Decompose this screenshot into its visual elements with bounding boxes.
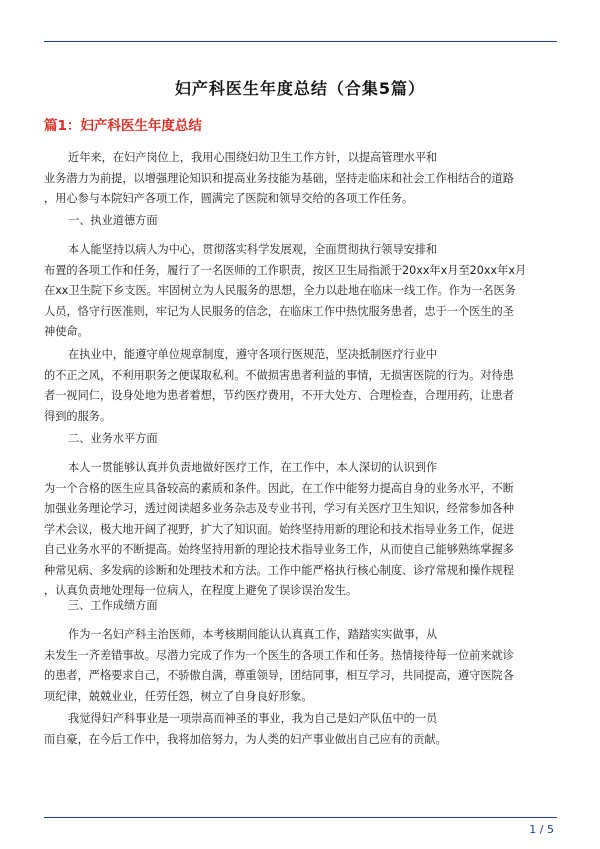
paragraph-line: 业务潜力为前提，以增强理论知识和提高业务技能为基础，坚持走临床和社会工作相结合的道路 — [44, 171, 514, 185]
paragraph-line: 人员，恪守行医准则，牢记为人民服务的信念，在临床工作中热忱服务患者，忠于一个医生的圣 — [44, 304, 514, 318]
paragraph-line: ，用心参与本院妇产各项工作，圆满完了医院和领导交给的各项工作任务。 — [44, 192, 414, 205]
subheading-ethics — [44, 211, 560, 232]
paragraph-line: 自己业务水平的不断提高。始终坚持用新的理论技术指导业务工作，从而使自己能够熟练掌握多 — [44, 543, 514, 556]
paragraph-line: 的患者，严格要求自己，不骄傲自满，尊重领导，团结同事，相互学习，共同提高，遵守医院各 — [44, 669, 514, 682]
paragraph-line: 加强业务理论学习，透过阅读超多业务杂志及专业书刊，学习有关医疗卫生知识，经常参加各种 — [44, 502, 514, 515]
paragraph-ethics-2 — [44, 345, 560, 427]
footer-rule — [44, 817, 557, 818]
paragraph-skills — [44, 458, 560, 602]
subheading: 二、业务水平方面 — [68, 432, 158, 445]
paragraph-line: 在执业中，能遵守单位规章制度，遵守各项行医规范，坚决抵制医疗行业中 — [68, 348, 438, 361]
paragraph-line: 者一视同仁，设身处地为患者着想，节约医疗费用，不开大处方、合理检查，合理用药，让患者 — [44, 389, 514, 402]
subheading: 三、工作成绩方面 — [68, 599, 158, 612]
paragraph-line: 作为一名妇产科主治医师，本考核期间能认认真真工作，踏踏实实做事，从 — [68, 628, 438, 641]
paragraph-line: 在xx卫生院下乡支医。牢固树立为人民服务的思想，全力以赴地在临床一线工作。作为一名医务 — [44, 284, 516, 297]
subheading-results — [44, 596, 560, 617]
paragraph-line: 项纪律，兢兢业业，任劳任怨，树立了自身良好形象。 — [44, 689, 313, 703]
paragraph-line: 本人能坚持以病人为中心，贯彻落实科学发展观，全面贯彻执行领导安排和 — [68, 243, 438, 256]
page-number: 1 / 5 — [529, 823, 554, 836]
document-title: 妇产科医生年度总结（合集5篇） — [174, 79, 426, 98]
paragraph-results — [44, 625, 560, 707]
paragraph-line: 而自豪，在今后工作中，我将加倍努力，为人类的妇产事业做出自己应有的贡献。 — [44, 732, 447, 746]
section-heading: 篇1：妇产科医生年度总结 — [44, 118, 202, 134]
subheading-skills — [44, 429, 560, 450]
paragraph-line: 学术会议，极大地开阔了视野，扩大了知识面。始终坚持用新的理论和技术指导业务工作，促进 — [44, 522, 514, 536]
paragraph-line: 神使命。 — [44, 325, 89, 338]
paragraph-line: 我觉得妇产科事业是一项崇高而神圣的事业，我为自己是妇产队伍中的一员 — [68, 712, 438, 725]
subheading: 一、执业道德方面 — [68, 214, 158, 227]
paragraph-line: 的不正之风，不利用职务之便谋取私利。不做损害患者利益的事情，无损害医院的行为。对待患 — [44, 368, 514, 382]
paragraph-closing — [44, 709, 560, 750]
paragraph-line: 布置的各项工作和任务，履行了一名医师的工作职责，按区卫生局指派于20xx年x月至20xx年x月 — [44, 263, 527, 277]
paragraph-line: 为一个合格的医生应具备较高的素质和条件。因此，在工作中能努力提高自身的业务水平，不断 — [44, 481, 514, 495]
paragraph-line: ，认真负责地处理每一位病人，在程度上避免了误诊误治发生。 — [44, 584, 358, 597]
paragraph-line: 未发生一齐差错事故。尽潜力完成了作为一个医生的各项工作和任务。热情接待每一位前来就诊 — [44, 648, 514, 662]
paragraph-ethics-1 — [44, 240, 560, 343]
paragraph-line: 本人一贯能够认真并负责地做好医疗工作，在工作中，本人深切的认识到作 — [68, 461, 438, 474]
header-rule — [44, 41, 557, 42]
paragraph-line: 种常见病、多发病的诊断和处理技术和方法。工作中能严格执行核心制度、诊疗常规和操作规程 — [44, 563, 514, 577]
paragraph-line: 近年来，在妇产岗位上，我用心围绕妇幼卫生工作方针，以提高管理水平和 — [68, 151, 438, 164]
paragraph-intro — [44, 148, 560, 210]
paragraph-line: 得到的服务。 — [44, 409, 112, 423]
